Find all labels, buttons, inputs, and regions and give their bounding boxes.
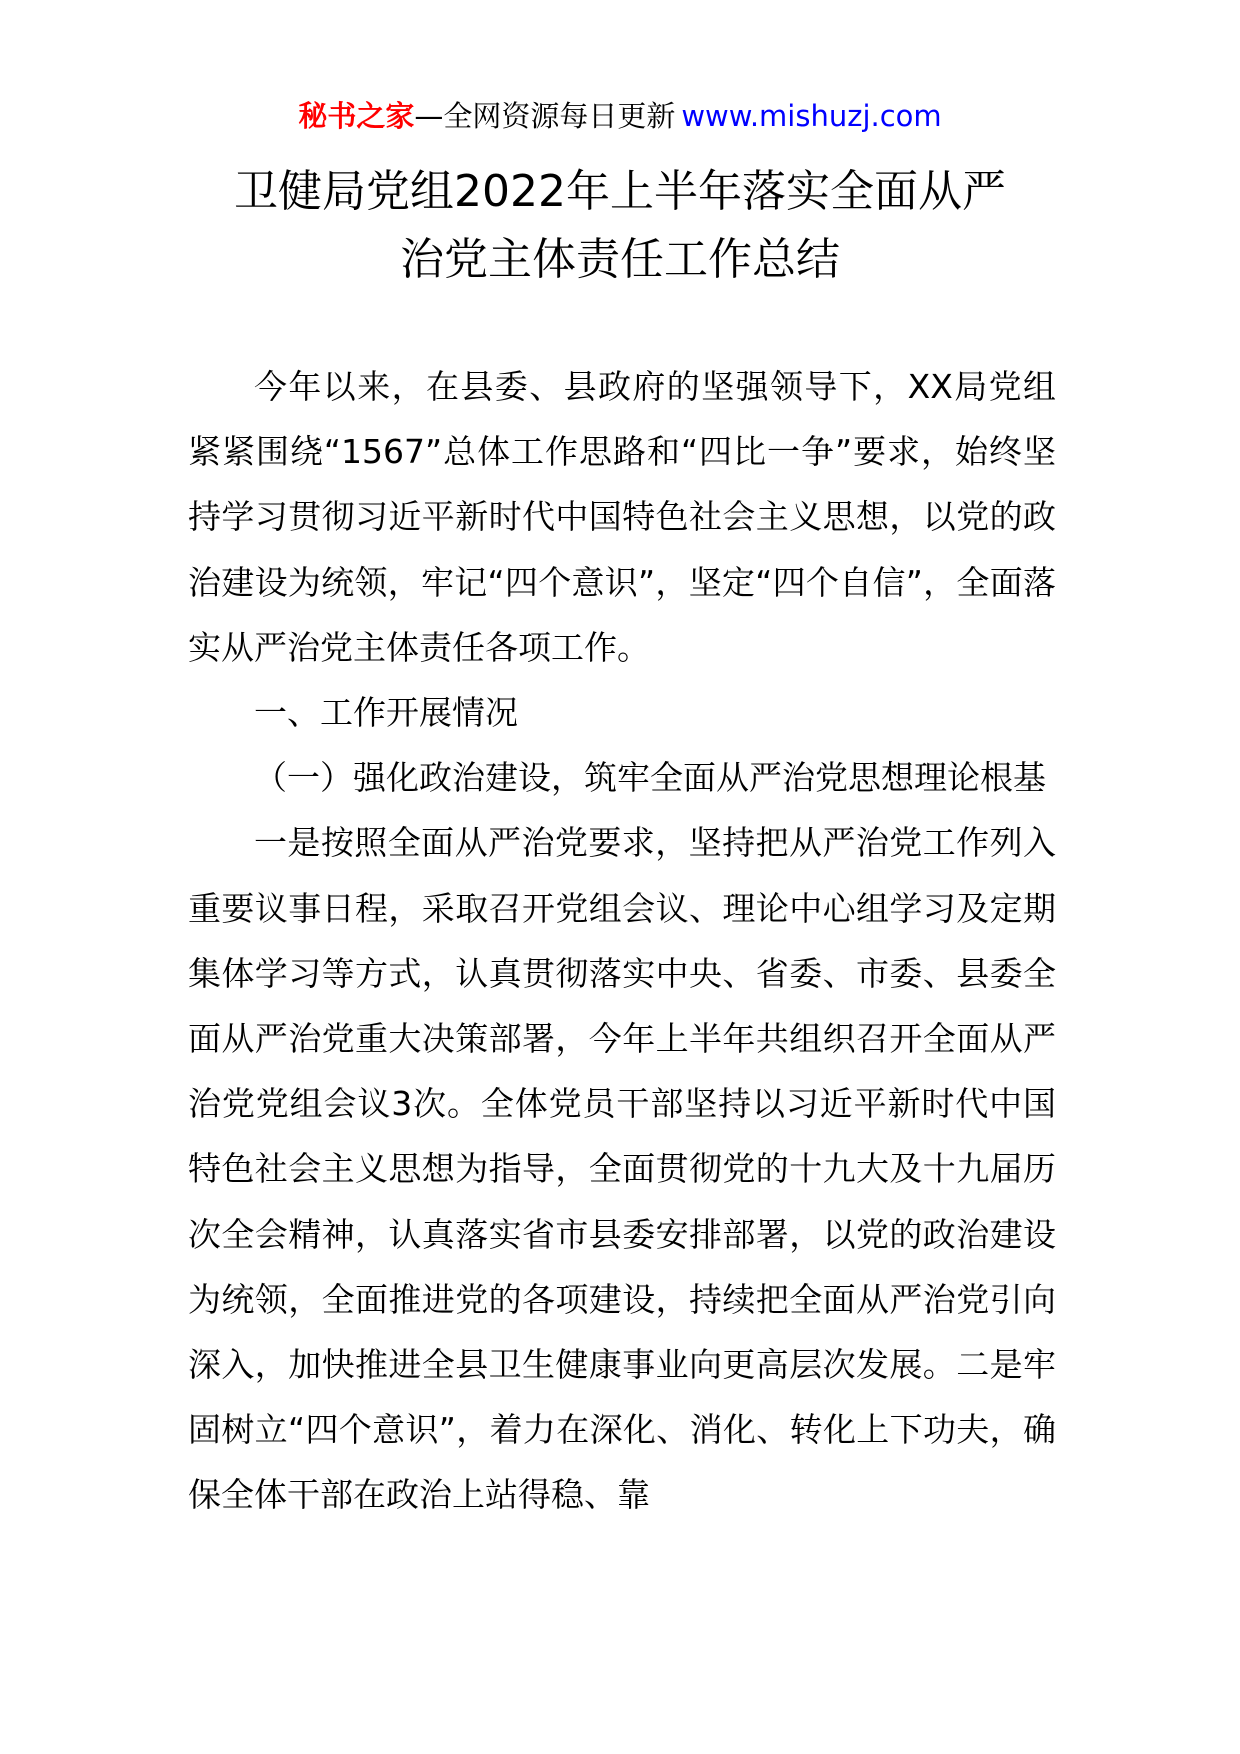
site-brand: 秘书之家 <box>298 99 415 133</box>
document-title <box>150 158 1090 294</box>
title-line-1: 卫健局党组2022年上半年落实全面从严 <box>234 166 1006 217</box>
title-line-2: 治党主体责任工作总结 <box>400 234 840 285</box>
site-tagline: —全网资源每日更新 <box>414 99 676 133</box>
subsection-heading-1: （一）强化政治建设，筑牢全面从严治党思想理论根基 <box>254 758 1046 798</box>
section-heading-1: 一、工作开展情况 <box>254 693 518 733</box>
site-url-link[interactable]: www.mishuzj.com <box>681 99 942 133</box>
body-paragraph: 一是按照全面从严治党要求，坚持把从严治党工作列入重要议事日程，采取召开党组会议、理论中心组学习及定期集体学习等方式，认真贯彻落实中央、省委、市委、县委全面从严治党重大决策部署，今年上半年共组织召开全面从严治党党组会议3次。全体党员干部坚持以习近平新时代中国特色社会主义思想为指导，全面贯彻党的十九大及十九届历次全会精神，认真落实省市县委安排部署，以党的政治建设为统领，全面推进党的各项建设，持续把全面从严治党引向深入，加快推进全县卫生健康事业向更高层次发展。二是牢固树立“四个意识”，着力在深化、消化、转化上下功夫，确保全体干部在政治上站得稳、靠 <box>188 823 1056 1515</box>
site-header <box>0 96 1240 136</box>
document-body <box>188 354 1056 1528</box>
intro-paragraph: 今年以来，在县委、县政府的坚强领导下，XX局党组紧紧围绕“1567”总体工作思路和“四比一争”要求，始终坚持学习贯彻习近平新时代中国特色社会主义思想，以党的政治建设为统领，牢记“四个意识”，坚定“四个自信”，全面落实从严治党主体责任各项工作。 <box>188 367 1056 667</box>
